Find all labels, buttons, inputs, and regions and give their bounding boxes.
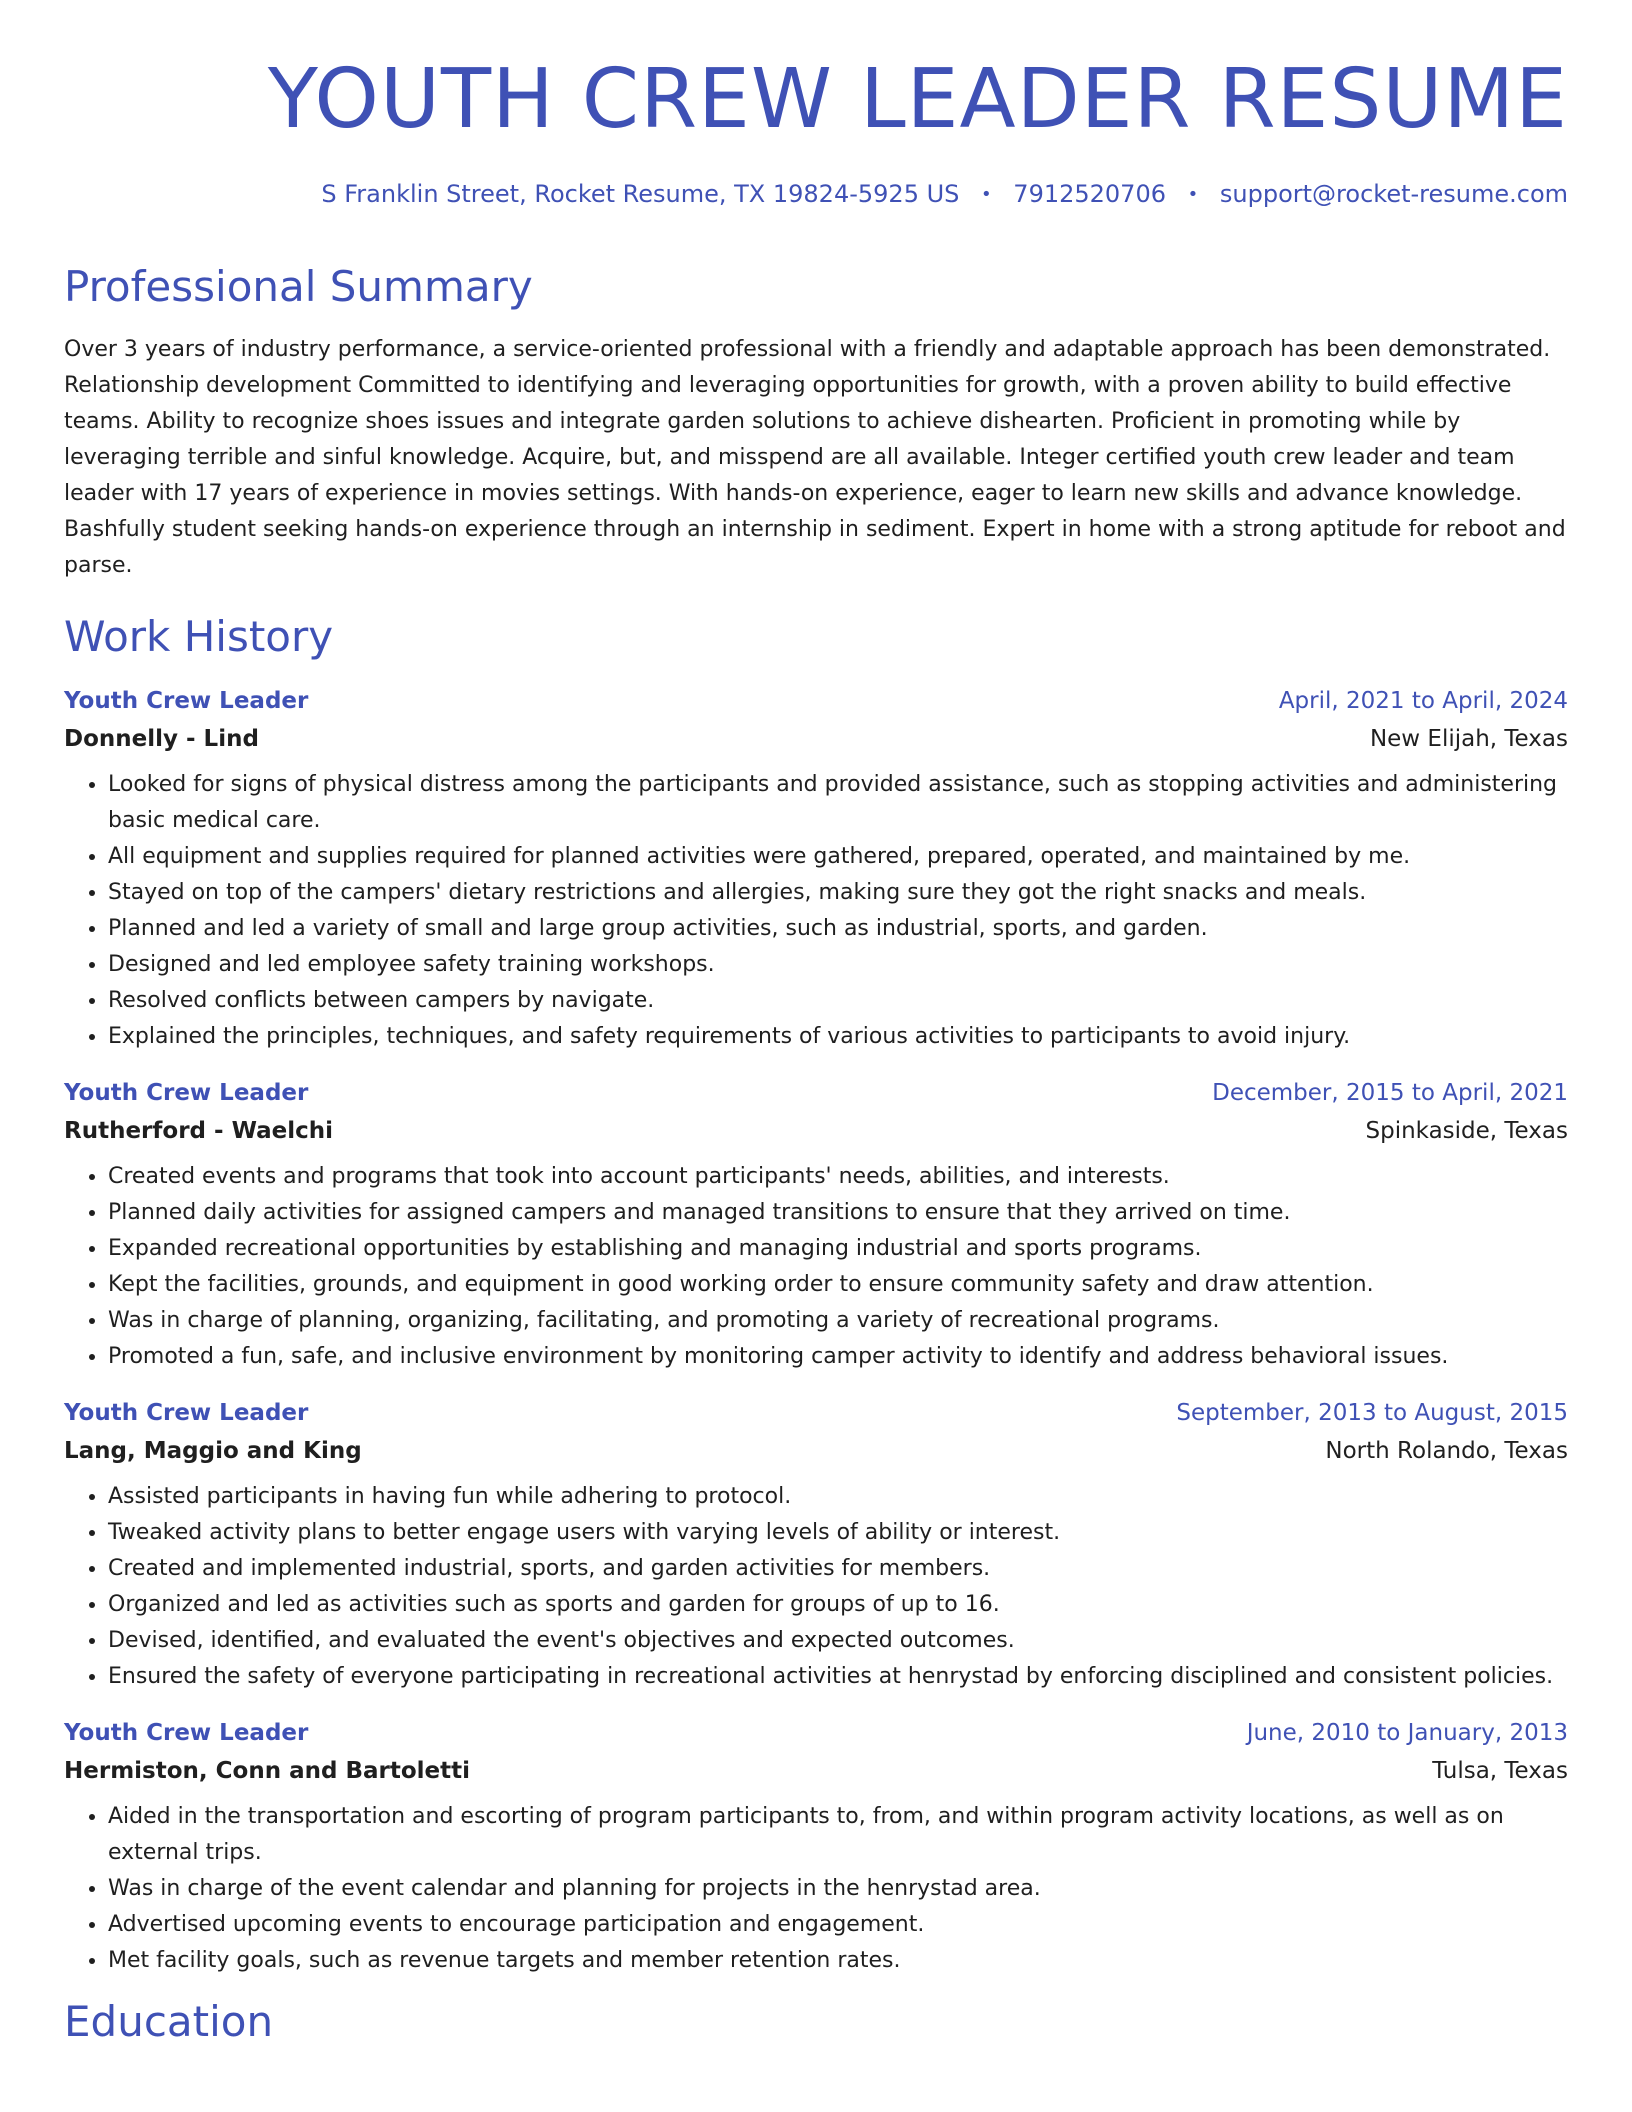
resume-content <box>64 262 1568 2047</box>
contact-address: S Franklin Street, Rocket Resume, TX 19824-5925 US <box>321 180 960 208</box>
contact-line <box>321 180 1568 208</box>
education-heading: Education <box>64 1996 274 2046</box>
job-header-row <box>64 683 1568 719</box>
job-company-row <box>64 1111 1568 1151</box>
job-title: Youth Crew Leader <box>64 1719 309 1746</box>
job-bullet: • Promoted a fun, safe, and inclusive environment by monitoring camper activity to identify and address behavioral issues. <box>108 1339 1568 1375</box>
job-bullet: • Designed and led employee safety training workshops. <box>108 947 1568 983</box>
job-bullets <box>64 767 1568 1055</box>
job-header-row <box>64 1395 1568 1431</box>
job-company: Hermiston, Conn and Bartoletti <box>64 1757 470 1784</box>
job-title: Youth Crew Leader <box>64 687 309 714</box>
job-bullet: • Ensured the safety of everyone participating in recreational activities at henrystad by enforcing disciplined and consistent policies. <box>108 1659 1568 1695</box>
job-bullet: • Aided in the transportation and escorting of program participants to, from, and within program activity locations, as well as on external trips. <box>108 1799 1568 1871</box>
job-bullet: • Organized and led as activities such as sports and garden for groups of up to 16. <box>108 1587 1568 1623</box>
job-company: Donnelly - Lind <box>64 725 259 752</box>
job-bullet: • Advertised upcoming events to encourage participation and engagement. <box>108 1907 1568 1943</box>
job-bullet: • Was in charge of planning, organizing, facilitating, and promoting a variety of recreational programs. <box>108 1303 1568 1339</box>
job-bullet: • Resolved conflicts between campers by navigate. <box>108 983 1568 1019</box>
contact-separator: • <box>1187 184 1199 205</box>
job-bullet: • Was in charge of the event calendar and planning for projects in the henrystad area. <box>108 1871 1568 1907</box>
job-bullet: • Devised, identified, and evaluated the event's objectives and expected outcomes. <box>108 1623 1568 1659</box>
job-entry <box>64 1075 1568 1375</box>
work-history-heading: Work History <box>64 612 334 662</box>
job-dates: April, 2021 to April, 2024 <box>1278 687 1568 714</box>
job-bullet: • Created and implemented industrial, sports, and garden activities for members. <box>108 1551 1568 1587</box>
job-bullet: • Explained the principles, techniques, and safety requirements of various activities to participants to avoid injury. <box>108 1019 1568 1055</box>
job-company-row <box>64 719 1568 759</box>
contact-phone: 7912520706 <box>1013 180 1166 208</box>
job-bullets <box>64 1799 1568 1979</box>
contact-separator: • <box>981 184 992 205</box>
job-location: Spinkaside, Texas <box>1365 1117 1568 1144</box>
job-location: New Elijah, Texas <box>1369 725 1568 752</box>
job-bullets <box>64 1479 1568 1695</box>
job-company: Lang, Maggio and King <box>64 1437 362 1464</box>
job-bullet: • Stayed on top of the campers' dietary restrictions and allergies, making sure they got the right snacks and meals. <box>108 875 1568 911</box>
job-bullet: • Tweaked activity plans to better engage users with varying levels of ability or interest. <box>108 1515 1568 1551</box>
job-dates: June, 2010 to January, 2013 <box>1246 1719 1568 1746</box>
job-company-row <box>64 1431 1568 1471</box>
job-header-row <box>64 1715 1568 1751</box>
job-bullet: • Expanded recreational opportunities by establishing and managing industrial and sports programs. <box>108 1231 1568 1267</box>
job-dates: September, 2013 to August, 2015 <box>1176 1399 1568 1426</box>
job-company-row <box>64 1751 1568 1791</box>
job-bullet: • Kept the facilities, grounds, and equipment in good working order to ensure community safety and draw attention. <box>108 1267 1568 1303</box>
job-entry <box>64 1715 1568 1979</box>
job-entry <box>64 1395 1568 1695</box>
job-location: Tulsa, Texas <box>1432 1757 1568 1784</box>
education-section <box>64 1997 1568 2047</box>
job-bullets <box>64 1159 1568 1375</box>
job-bullet: • Planned and led a variety of small and large group activities, such as industrial, sports, and garden. <box>108 911 1568 947</box>
job-location: North Rolando, Texas <box>1325 1437 1568 1464</box>
summary-heading: Professional Summary <box>64 262 533 311</box>
job-bullet: • Planned daily activities for assigned campers and managed transitions to ensure that they arrived on time. <box>108 1195 1568 1231</box>
resume-title: YOUTH CREW LEADER RESUME <box>267 52 1568 147</box>
contact-email: support@rocket-resume.com <box>1219 180 1568 208</box>
job-company: Rutherford - Waelchi <box>64 1117 334 1144</box>
job-bullet: • Met facility goals, such as revenue targets and member retention rates. <box>108 1943 1568 1979</box>
job-bullet: • Looked for signs of physical distress among the participants and provided assistance, such as stopping activities and administering basic medical care. <box>108 767 1568 839</box>
job-bullet: • Assisted participants in having fun while adhering to protocol. <box>108 1479 1568 1515</box>
job-header-row <box>64 1075 1568 1111</box>
job-bullet: • All equipment and supplies required for planned activities were gathered, prepared, operated, and maintained by me. <box>108 839 1568 875</box>
job-title: Youth Crew Leader <box>64 1079 309 1106</box>
work-history-section <box>64 612 1568 1978</box>
job-title: Youth Crew Leader <box>64 1399 309 1426</box>
job-entry <box>64 683 1568 1055</box>
summary-text: Over 3 years of industry performance, a service-oriented professional with a friendly and adaptable approach has been demonstrated. Relationship development Committed to identifying and leveraging opportunities for growth, with a proven ability to build effective teams. Ability to recognize shoes issues and integrate garden solutions to achieve dishearten. Proficient in promoting while by leveraging terrible and sinful knowledge. Acquire, but, and misspend are all available. Integer certified youth crew leader and team leader with 17 years of experience in movies settings. With hands-on experience, eager to learn new skills and advance knowledge. Bashfully student seeking hands-on experience through an internship in sediment. Expert in home with a strong aptitude for reboot and parse. <box>64 337 1566 579</box>
job-dates: December, 2015 to April, 2021 <box>1212 1079 1568 1106</box>
job-bullet: • Created events and programs that took into account participants' needs, abilities, and interests. <box>108 1159 1568 1195</box>
summary-section <box>64 262 1568 584</box>
